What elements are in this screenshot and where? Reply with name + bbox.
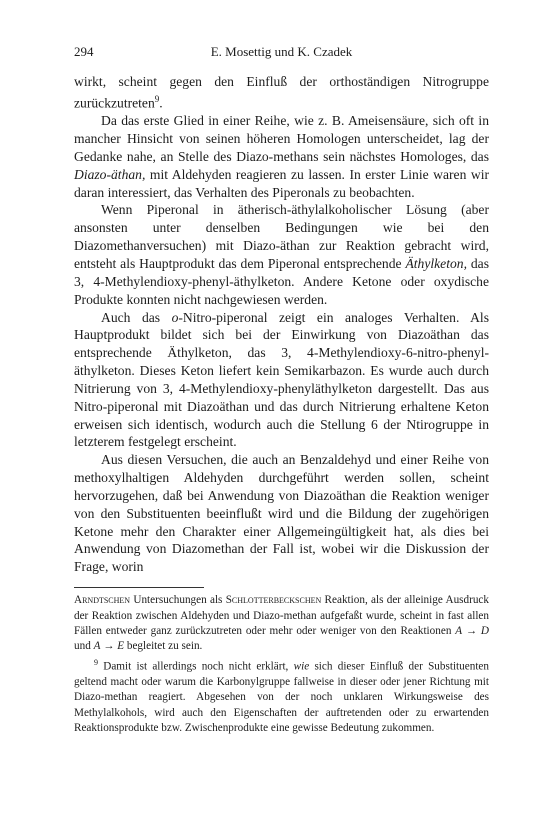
page-number: 294 (74, 44, 94, 59)
emphasis: o (171, 309, 179, 325)
paragraph: Wenn Piperonal in ätherisch-äthylalkoholischer Lösung (aber ansonsten unter denselben Bedingungen wie bei den Diazomethanversuchen) mit Diazo-äthan zur Reaktion gebracht wird, entsteht als Hauptprodukt das dem Piperonal entsprechende Äthylketon, das 3, 4-Methylendioxy-phenyl-äthylketon. Andere Ketone oder oxydische Produkte konnten nicht nachgewiesen werden. (74, 202, 489, 307)
footnotes (74, 593, 489, 736)
footnote-divider (74, 587, 204, 588)
emphasis: Diazo-äthan, (74, 166, 146, 182)
paragraph: Auch das o-Nitro-piperonal zeigt ein analoges Verhalten. Als Hauptprodukt bildet sich bei der Einwirkung von Diazoäthan das entsprechende Äthylketon, das 3, 4-Methylendioxy-6-nitro-phenyl-äthylketon. Dieses Keton liefert kein Semikarbazon. Es wurde auch durch Nitrierung von 3, 4-Methylendioxy-phenyläthylketon dargestellt. Das aus Nitro-piperonal mit Diazoäthan und das durch Nitrierung erhaltene Keton erweisen sich identisch, wodurch auch die Stellung 6 der Ntirogruppe in letzterem festgelegt erscheint. (74, 309, 489, 450)
paragraph: wirkt, scheint gegen den Einfluß der orthoständigen Nitrogruppe zurückzutreten$^9$. (74, 74, 489, 111)
page-header (74, 44, 489, 64)
arrow-icon: → (462, 624, 481, 637)
arrow-icon: → (100, 640, 118, 653)
emphasis: Äthylketon, (405, 255, 467, 271)
running-title: E. Mosettig und K. Czadek (210, 44, 353, 59)
journal-page (74, 44, 489, 737)
main-text (74, 73, 489, 576)
paragraph: Aus diesen Versuchen, die auch an Benzaldehyd und einer Reihe von methoxylhaltigen Aldehyden durchgeführt werden sollen, scheint hervorzugehen, daß bei Anwendung von Diazoäthan die Reaktion weniger von den Substituenten beeinflußt wird und die Bildung der zugehörigen Ketone mehr den Charakter einer Allgemeingültigkeit hat, als dies bei Anwendung von Diazomethan der Fall ist, wobei wir die Diskussion der Frage, worin (74, 452, 489, 575)
footnote-ref: 9 (154, 93, 160, 104)
footnote-9: $^9$ Damit ist allerdings noch nicht erklärt, wie sich dieser Einfluß der Substituenten geltend macht oder warum die Karbonylgruppe fallweise in dieser oder jener Richtung mit Diazo-methan reagiert. Abgesehen von der noch unklaren Wirkungsweise des Methylalkohols, wird auch den Eigenschaften der auftretenden oder zu erwartenden Reaktionsprodukte bzw. Zwischenprodukte eine gewisse Bedeutung zukommen. (74, 657, 489, 735)
paragraph: Da das erste Glied in einer Reihe, wie z. B. Ameisensäure, sich oft in mancher Hinsicht von seinen höheren Homologen unterscheidet, lag der Gedanke nahe, an Stelle des Diazo-methans sein nächstes Homologes, das Diazo-äthan, mit Aldehyden reagieren zu lassen. In erster Linie waren wir daran interessiert, das Verhalten des Piperonals zu beobachten. (74, 113, 489, 200)
footnote-mark: 9 (94, 657, 98, 667)
footnote-continuation: Arndtschen Untersuchungen als Schlotterbeckschen Reaktion, als der alleinige Ausdruck der Reaktion zwischen Aldehyden und Diazo-methan aufgefaßt wurde, scheint in fast allen Fällen entweder ganz zurückzutreten oder mehr oder weniger von den Reaktionen A → D und A → E begleitet zu sein. (74, 594, 490, 653)
